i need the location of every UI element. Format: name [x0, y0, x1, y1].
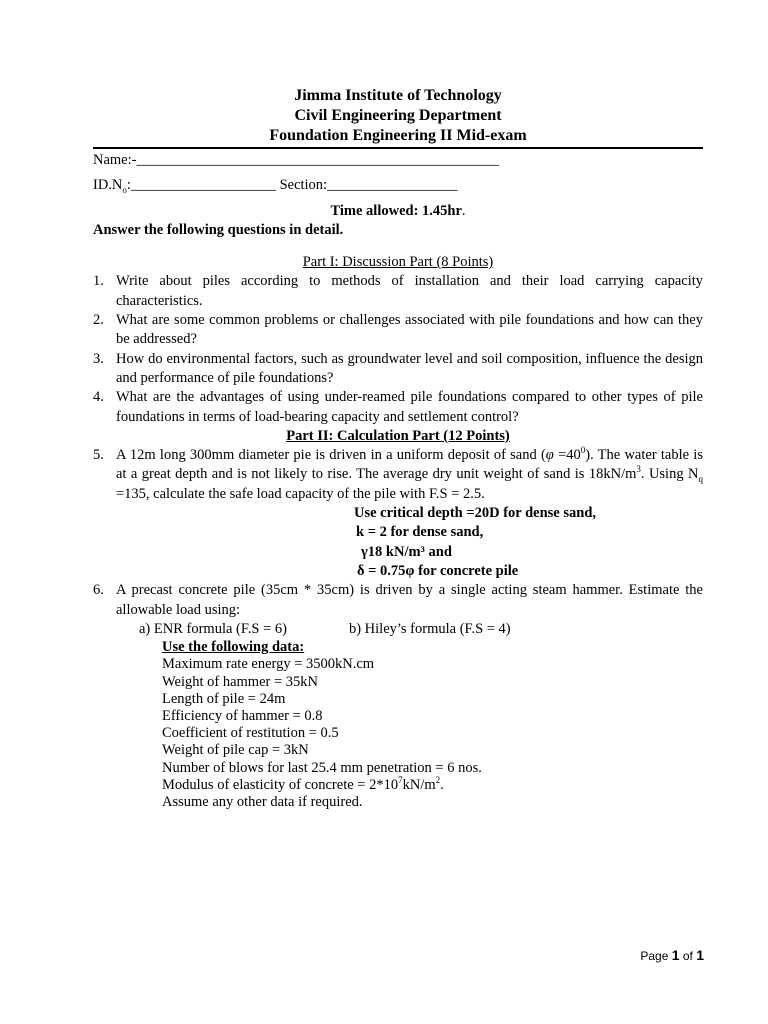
given-k: k = 2 for dense sand, [356, 524, 484, 541]
modulus-unit: kN/m [402, 776, 436, 793]
section-blank: __________________ [327, 177, 458, 194]
data-item-modulus [162, 774, 703, 794]
data-item: Coefficient of restitution = 0.5 [162, 725, 339, 742]
instruction: Answer the following questions in detail. [93, 221, 344, 238]
cube-superscript: 3 [636, 464, 641, 475]
modulus-exponent: 7 [398, 774, 403, 785]
exam-title: Foundation Engineering II Mid-exam [269, 127, 527, 144]
modulus-period: . [440, 776, 444, 793]
page-total: 1 [696, 947, 704, 963]
question-2 [93, 311, 703, 350]
question-1-number: 1. [93, 273, 104, 290]
id-label-pre: ID.N [93, 177, 123, 194]
modulus-text: Modulus of elasticity of concrete = 2*10 [162, 776, 399, 793]
time-allowed-text: Time allowed: 1.45hr [330, 202, 462, 219]
question-2-text: What are some common problems or challenges associated with pile foundations and how can they be addressed? [116, 312, 703, 348]
data-assume: Assume any other data if required. [162, 793, 363, 810]
q5-text-d: . Using N [640, 466, 699, 483]
question-3 [93, 350, 703, 389]
id-blank: ____________________ [130, 177, 276, 194]
question-1 [93, 272, 703, 311]
q5-text-a: A 12m long 300mm diameter pie is driven in a uniform deposit of sand ( [116, 447, 546, 464]
given-delta: δ = 0.75φ for concrete pile [357, 562, 519, 579]
part2-question-list [93, 446, 703, 504]
option-a-enr: a) ENR formula (F.S = 6) [139, 620, 287, 637]
question-6-number: 6. [93, 582, 104, 599]
question-5 [93, 446, 703, 504]
modulus-square: 2 [435, 774, 441, 785]
question-6 [93, 581, 703, 620]
id-section-field [93, 176, 703, 195]
q5-text-b: =40 [553, 447, 581, 464]
page-footer [640, 946, 704, 966]
part1-heading: Part I: Discussion Part (8 Points) [302, 254, 494, 271]
id-label-sub: o [122, 185, 127, 196]
nq-subscript: q [698, 474, 703, 485]
q6-options [93, 620, 703, 639]
section-label: Section: [279, 177, 328, 194]
data-item: Weight of hammer = 35kN [162, 673, 319, 690]
of-word: of [679, 949, 697, 963]
page-number: 1 [671, 947, 680, 963]
institute-title: Jimma Institute of Technology [294, 87, 502, 104]
given-critical-depth: Use critical depth =20D for dense sand, [354, 505, 597, 522]
page-word: Page [640, 949, 672, 963]
option-b-hiley: b) Hiley’s formula (F.S = 4) [348, 620, 511, 637]
data-item: Efficiency of hammer = 0.8 [162, 707, 323, 724]
question-3-number: 3. [93, 350, 104, 367]
given-gamma: γ18 kN/m³ and [361, 543, 452, 560]
part2-question-list-2 [93, 581, 703, 620]
question-4-text: What are the advantages of using under-reamed pile foundations compared to other types of pile foundations in terms of load-bearing capacity and settlement control? [116, 389, 703, 425]
question-4 [93, 388, 703, 427]
degree-superscript: 0 [580, 445, 586, 456]
data-heading: Use the following data: [162, 639, 305, 656]
id-label-post: : [126, 177, 131, 194]
data-item: Number of blows for last 25.4 mm penetration = 6 nos. [162, 759, 482, 776]
question-5-number: 5. [93, 447, 104, 464]
q5-text-e: =135, calculate the safe load capacity of the pile with F.S = 2.5. [116, 485, 485, 502]
data-item: Length of pile = 24m [162, 690, 286, 707]
time-allowed-suffix: . [461, 202, 466, 219]
part1-question-list [93, 272, 703, 426]
name-field [93, 151, 703, 170]
q6-data-block [93, 639, 703, 811]
question-2-number: 2. [93, 312, 104, 329]
department-title: Civil Engineering Department [294, 107, 502, 124]
data-item: Weight of pile cap = 3kN [162, 742, 309, 759]
question-6-text: A precast concrete pile (35cm * 35cm) is driven by a single acting steam hammer. Estimate the allowable load using: [116, 582, 703, 618]
q5-text-c: ). The water table is at a great depth and is not likely to rise. The average dry unit weight of sand is 18kN/m [116, 447, 703, 483]
question-1-text: Write about piles according to methods of installation and their load carrying capacity characteristics. [116, 273, 703, 309]
phi-symbol: φ [545, 447, 554, 464]
exam-page [93, 86, 703, 811]
question-3-text: How do environmental factors, such as groundwater level and soil composition, influence the design and performance of pile foundations? [116, 350, 703, 386]
question-4-number: 4. [93, 389, 104, 406]
name-label: Name:- [93, 152, 137, 168]
title-rule [93, 147, 703, 149]
data-item: Maximum rate energy = 3500kN.cm [162, 656, 375, 673]
time-allowed [93, 202, 703, 221]
name-blank: __________________________________________________ [136, 152, 499, 168]
part2-heading: Part II: Calculation Part (12 Points) [286, 427, 510, 444]
